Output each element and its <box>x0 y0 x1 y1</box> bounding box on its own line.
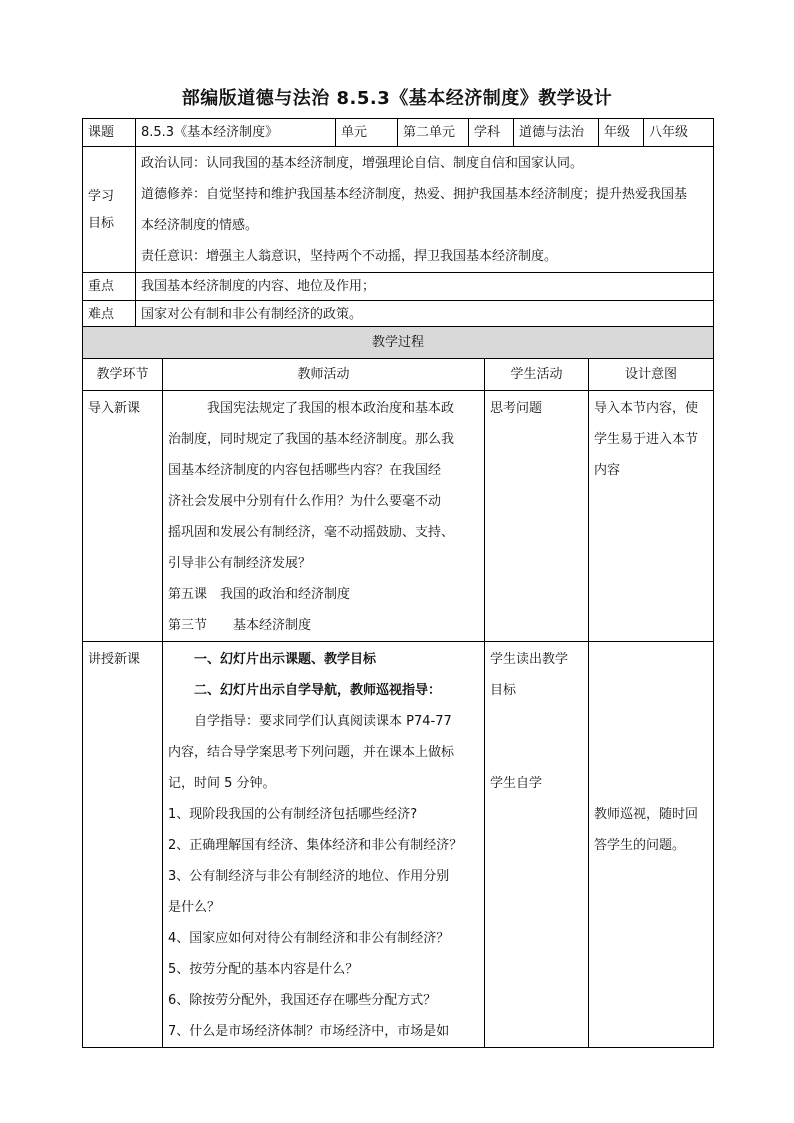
step-two-heading: 二、幻灯片出示自学导航，教师巡视指导： <box>194 683 442 698</box>
question-item: 7、什么是市场经济体制？市场经济中，市场是如 <box>168 1024 450 1039</box>
step-one-heading: 一、幻灯片出示课题、教学目标 <box>194 652 377 667</box>
unit-value: 第二单元 <box>398 119 469 147</box>
objectives-label <box>83 147 136 273</box>
difficulty-row <box>83 301 714 329</box>
intro-student: 思考问题 <box>485 391 589 642</box>
col-student: 学生活动 <box>485 359 589 391</box>
page-title: 部编版道德与法治 8.5.3《基本经济制度》教学设计 <box>181 88 613 109</box>
question-item: 6、除按劳分配外，我国还存在哪些分配方式？ <box>168 993 437 1008</box>
question-item: 3、公有制经济与非公有制经济的地位、作用分别 <box>168 869 450 884</box>
intro-teacher <box>163 391 485 642</box>
teach-teacher <box>163 642 485 1048</box>
intro-stage: 导入新课 <box>83 391 163 642</box>
intro-intent <box>589 391 714 642</box>
intro-intent-line: 导入本节内容，使 <box>594 401 699 416</box>
lesson-value: 8.5.3《基本经济制度》 <box>136 119 336 147</box>
objective-responsibility: 责任意识：增强主人翁意识，坚持两个不动摇，捍卫我国基本经济制度。 <box>141 249 558 264</box>
objectives-label-line-2: 目标 <box>88 215 115 231</box>
self-study-guide-cont: 记，时间 5 分钟。 <box>168 776 276 791</box>
teach-row <box>83 642 714 1048</box>
lesson-info-table <box>82 118 714 329</box>
intro-row <box>83 391 714 642</box>
intro-text-line: 引导非公有制经济发展？ <box>168 556 312 571</box>
subject-label: 学科 <box>469 119 514 147</box>
objective-moral-cont: 本经济制度的情感。 <box>141 218 259 233</box>
question-item-cont: 是什么？ <box>168 900 221 915</box>
col-stage: 教学环节 <box>83 359 163 391</box>
teach-student-line: 目标 <box>490 683 517 698</box>
question-item: 5、按劳分配的基本内容是什么？ <box>168 962 359 977</box>
objective-moral: 道德修养：自觉坚持和维护我国基本经济制度，热爱、拥护我国基本经济制度；提升热爱我国基 <box>141 187 688 202</box>
objectives-row <box>83 147 714 273</box>
col-intent: 设计意图 <box>589 359 714 391</box>
unit-label: 单元 <box>336 119 398 147</box>
intro-text-line: 治制度，同时规定了我国的基本经济制度。那么我 <box>168 432 455 447</box>
question-item: 4、国家应如何对待公有制经济和非公有制经济？ <box>168 931 450 946</box>
column-header-row <box>83 359 714 391</box>
grade-value: 八年级 <box>644 119 714 147</box>
difficulty-value: 国家对公有制和非公有制经济的政策。 <box>136 301 714 329</box>
teach-intent <box>589 642 714 1048</box>
lesson-row <box>83 119 714 147</box>
intro-text-line: 国基本经济制度的内容包括哪些内容？在我国经 <box>168 463 442 478</box>
lesson-section: 第三节 基本经济制度 <box>168 618 312 633</box>
key-row <box>83 273 714 301</box>
teaching-process-table <box>82 326 714 1048</box>
intro-intent-line: 学生易于进入本节 <box>594 432 699 447</box>
grade-label: 年级 <box>599 119 644 147</box>
question-item: 2、正确理解国有经济、集体经济和非公有制经济？ <box>168 838 463 853</box>
teach-student <box>485 642 589 1048</box>
self-study-guide-cont: 内容，结合导学案思考下列问题，并在课本上做标 <box>168 745 455 760</box>
col-teacher: 教师活动 <box>163 359 485 391</box>
objective-political: 政治认同：认同我国的基本经济制度，增强理论自信、制度自信和国家认同。 <box>141 156 584 171</box>
key-label: 重点 <box>83 273 136 301</box>
intro-text-line: 摇巩固和发展公有制经济，毫不动摇鼓励、支持、 <box>168 525 455 540</box>
intro-text-line: 我国宪法规定了我国的根本政治度和基本政 <box>207 401 455 416</box>
self-study-guide: 自学指导：要求同学们认真阅读课本 P74-77 <box>194 714 452 729</box>
lesson-label: 课题 <box>83 119 136 147</box>
subject-value: 道德与法治 <box>514 119 599 147</box>
teach-stage: 讲授新课 <box>83 642 163 1048</box>
question-item: 1、现阶段我国的公有制经济包括哪些经济? <box>168 807 418 822</box>
process-title: 教学过程 <box>83 327 714 359</box>
teach-student-self-study: 学生自学 <box>490 776 543 791</box>
objectives-content <box>136 147 714 273</box>
intro-intent-line: 内容 <box>594 463 621 478</box>
objectives-label-line-1: 学习 <box>88 188 115 204</box>
teach-intent-line: 答学生的问题。 <box>594 838 686 853</box>
intro-text-line: 济社会发展中分别有什么作用？为什么要毫不动 <box>168 494 442 509</box>
key-value: 我国基本经济制度的内容、地位及作用； <box>136 273 714 301</box>
process-title-row <box>83 327 714 359</box>
lesson-chapter: 第五课 我国的政治和经济制度 <box>168 587 351 602</box>
teach-intent-line: 教师巡视，随时回 <box>594 807 699 822</box>
teach-student-line: 学生读出教学 <box>490 652 569 667</box>
difficulty-label: 难点 <box>83 301 136 329</box>
